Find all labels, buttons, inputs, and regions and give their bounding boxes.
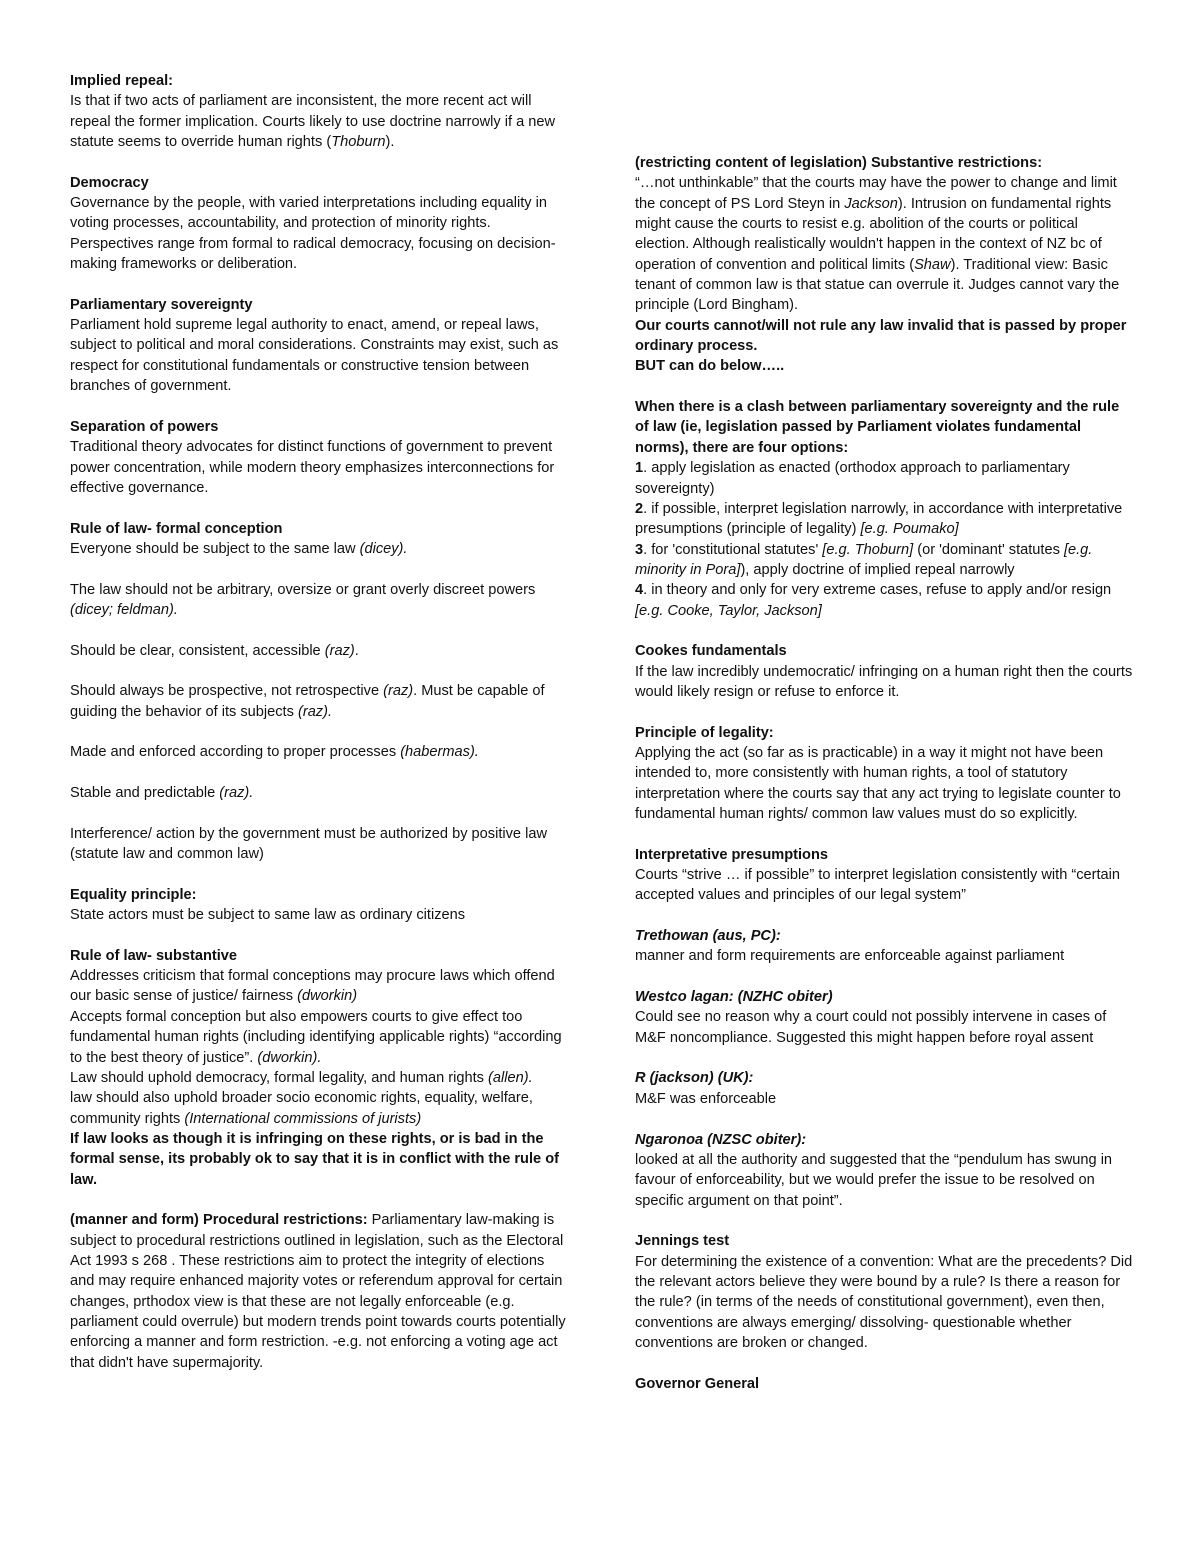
text-run: [e.g. Cooke, Taylor, Jackson] — [635, 602, 822, 619]
note-paragraph — [635, 397, 1135, 458]
section-heading: Principle of legality: — [635, 724, 774, 741]
section-heading: Cookes fundamentals — [635, 643, 787, 660]
note-paragraph — [635, 540, 1135, 581]
note-paragraph — [635, 458, 1135, 499]
text-run: Accepts formal conception but also empowers courts to give effect too fundamental human rights (including identifying applicable rights) “according to the best theory of justice”. — [70, 1008, 562, 1066]
note-paragraph — [635, 743, 1135, 824]
text-run: M&F was enforceable — [635, 1090, 777, 1107]
note-paragraph — [635, 1252, 1135, 1354]
right-column — [635, 153, 1135, 1394]
text-run: . — [354, 642, 359, 659]
text-run: 2 — [635, 500, 644, 517]
note-section — [70, 783, 570, 803]
section-heading: Ngaronoa (NZSC obiter): — [635, 1131, 807, 1148]
text-run: If the law incredibly undemocratic/ infringing on a human right then the courts would likely resign or refuse to enforce it. — [635, 663, 1133, 700]
text-run: Our courts cannot/will not rule any law invalid that is passed by proper ordinary process. — [635, 317, 1127, 355]
note-section — [70, 742, 570, 762]
text-run: Is that if two acts of parliament are inconsistent, the more recent act will repeal the former implication. Courts likely to use doctrine narrowly if a new statute seems to override human rights ( — [70, 93, 556, 151]
text-run: ). Intrusion on fundamental rights might cause the courts to resist e.g. abolition of the courts or political election. Although realistically wouldn't happen in the context of NZ bc of operation of convention and political limits ( — [635, 195, 1112, 273]
section-heading: R (jackson) (UK): — [635, 1070, 754, 1087]
text-run: (dicey). — [359, 540, 408, 557]
note-paragraph — [70, 1088, 570, 1129]
text-run: [e.g. Thoburn] — [822, 541, 914, 558]
note-section-governor-general — [635, 1374, 1135, 1394]
note-section-implied-repeal — [70, 71, 570, 152]
text-run: . for 'constitutional statutes' — [643, 541, 823, 558]
section-heading: Trethowan (aus, PC): — [635, 928, 781, 945]
text-run: Traditional theory advocates for distinct functions of government to prevent power concentration, while modern theory emphasizes interconnections for effective governance. — [70, 439, 555, 496]
text-run: Law should uphold democracy, formal legality, and human rights — [70, 1069, 489, 1086]
text-run: Parliament hold supreme legal authority to enact, amend, or repeal laws, subject to political and moral considerations. Constraints may exist, such as respect for constitutional fundamentals or constructive tension between branches of government. — [70, 317, 559, 395]
note-paragraph — [635, 499, 1135, 540]
note-section — [70, 641, 570, 661]
note-section — [70, 681, 570, 722]
note-paragraph — [70, 641, 570, 661]
note-paragraph — [70, 193, 570, 274]
note-paragraph — [635, 865, 1135, 906]
note-section — [70, 1210, 570, 1373]
note-paragraph — [70, 1068, 570, 1088]
text-run: . if possible, interpret legislation narrowly, in accordance with interpretative presumptions (principle of legality) — [635, 500, 1123, 538]
note-paragraph — [70, 1210, 570, 1373]
note-paragraph — [635, 316, 1135, 357]
note-section — [70, 824, 570, 865]
note-paragraph — [70, 681, 570, 722]
text-run: When there is a clash between parliamentary sovereignty and the rule of law (ie, legislation passed by Parliament violates fundamental norms), there are four options: — [635, 399, 1120, 456]
text-run: If law looks as though it is infringing on these rights, or is bad in the formal sense, its probably ok to say that it is in conflict with the rule of law. — [70, 1130, 559, 1188]
text-run: BUT can do below….. — [635, 358, 785, 375]
note-section-parliamentary-sovereignty — [70, 295, 570, 397]
note-section-democracy — [70, 173, 570, 275]
section-heading: Jennings test — [635, 1233, 730, 1250]
text-run: Should be clear, consistent, accessible — [70, 642, 325, 659]
note-section-ngaronoa-nzsc-obiter — [635, 1130, 1135, 1211]
text-run: manner and form requirements are enforceable against parliament — [635, 948, 1065, 965]
text-run: Applying the act (so far as is practicable) in a way it might not have been intended to, more consistently with human rights, a tool of statutory interpretation where the courts say that any act trying to legislate counter to fundamental human rights/ common law values must do so explicitly. — [635, 744, 1121, 822]
text-run: ). Traditional view: Basic tenant of common law is that statue can overrule it. Judges cannot vary the principle (Lord Bingham). — [635, 256, 1120, 314]
text-run: State actors must be subject to same law as ordinary citizens — [70, 907, 466, 924]
note-paragraph — [70, 437, 570, 498]
text-run: (or 'dominant' statutes — [913, 541, 1064, 558]
note-paragraph — [70, 783, 570, 803]
note-paragraph — [70, 580, 570, 621]
text-run: (dicey; feldman). — [70, 601, 178, 618]
text-run: Stable and predictable — [70, 785, 220, 802]
note-paragraph — [635, 662, 1135, 703]
note-paragraph — [70, 966, 570, 1007]
note-section-westco-lagan-nzhc-obiter — [635, 987, 1135, 1048]
note-paragraph — [635, 1089, 1135, 1109]
text-run: . apply legislation as enacted (orthodox approach to parliamentary sovereignty) — [635, 460, 1070, 497]
text-run: Jackson — [844, 195, 898, 212]
note-paragraph — [70, 824, 570, 865]
section-heading: Interpretative presumptions — [635, 846, 829, 863]
note-section-separation-of-powers — [70, 417, 570, 498]
note-section-principle-of-legality — [635, 723, 1135, 825]
section-heading: Separation of powers — [70, 418, 219, 435]
text-run: Everyone should be subject to the same law — [70, 540, 360, 557]
text-run: (habermas). — [400, 744, 479, 761]
text-run: Should always be prospective, not retrospective — [70, 683, 384, 700]
section-heading: Implied repeal: — [70, 73, 173, 89]
note-paragraph — [70, 742, 570, 762]
text-run: Made and enforced according to proper processes — [70, 744, 401, 761]
text-run: ). — [385, 134, 395, 151]
text-run: (manner and form) Procedural restrictions: — [70, 1212, 368, 1229]
note-paragraph — [70, 1007, 570, 1068]
text-run: ), apply doctrine of implied repeal narrowly — [740, 561, 1015, 578]
note-section-rule-of-law-formal-conception — [70, 519, 570, 560]
left-column — [70, 71, 570, 1373]
text-run: Interference/ action by the government must be authorized by positive law (statute law and common law) — [70, 825, 547, 863]
text-run: [e.g. Poumako] — [860, 521, 959, 538]
note-paragraph — [70, 905, 570, 925]
text-run: 1 — [635, 460, 644, 477]
text-run: Parliamentary law-making is subject to procedural restrictions outlined in legislation, such as the Electoral Act 1993 s 268 . These restrictions aim to protect the integrity of elections and may require enhanced majority votes or referendum approval for certain changes, prthodox view is that these are not legally enforceable (e.g. parliament could overrule) but modern trends point towards courts potentially enforcing a manner and form restriction. -e.g. not enforcing a voting age act that didn't have supermajority. — [70, 1212, 566, 1371]
text-run: Thoburn — [331, 134, 386, 151]
text-run: For determining the existence of a convention: What are the precedents? Did the relevant actors believe they were bound by a rule? Is there a reason for the rule? (in terms of the needs of constitutional government), even then, conventions are always emerging/ dissolving- questionable whether conventions are broken or changed. — [635, 1253, 1133, 1351]
text-run: (raz). — [219, 785, 254, 802]
section-heading: Rule of law- substantive — [70, 947, 238, 964]
note-paragraph — [635, 173, 1135, 315]
text-run: (raz) — [324, 642, 355, 659]
section-heading: (restricting content of legislation) Substantive restrictions: — [635, 155, 1043, 171]
text-run: “…not unthinkable” that the courts may have the power to change and limit the concept of PS Lord Steyn in — [635, 175, 1117, 212]
note-section-jennings-test — [635, 1231, 1135, 1353]
section-heading: Equality principle: — [70, 886, 197, 903]
note-paragraph — [635, 946, 1135, 966]
section-heading: Governor General — [635, 1375, 760, 1392]
note-paragraph — [635, 580, 1135, 621]
text-run: [e.g. minority in Pora] — [635, 541, 1093, 578]
text-run: Addresses criticism that formal conceptions may procure laws which offend our basic sense of justice/ fairness — [70, 968, 555, 1005]
note-section — [635, 397, 1135, 621]
text-run: Courts “strive … if possible” to interpret legislation consistently with “certain accepted values and principles of our legal system” — [635, 867, 1121, 904]
text-run: (dworkin) — [297, 988, 358, 1005]
section-heading: Rule of law- formal conception — [70, 520, 283, 537]
text-run: (raz) — [383, 683, 414, 700]
note-paragraph — [635, 1150, 1135, 1211]
text-run: Could see no reason why a court could not possibly intervene in cases of M&F noncompliance. Suggested this might happen before royal assent — [635, 1009, 1107, 1046]
section-heading: Parliamentary sovereignty — [70, 296, 253, 313]
section-heading: Democracy — [70, 174, 149, 191]
note-paragraph — [70, 91, 570, 152]
text-run: . Must be capable of guiding the behavior of its subjects — [70, 683, 545, 720]
note-section-restricting-content-of-legislation-subst — [635, 153, 1135, 377]
text-run: . in theory and only for very extreme cases, refuse to apply and/or resign — [643, 582, 1112, 599]
note-paragraph — [635, 356, 1135, 376]
text-run: The law should not be arbitrary, oversize or grant overly discreet powers — [70, 581, 536, 598]
note-section-trethowan-aus-pc — [635, 926, 1135, 967]
note-paragraph — [70, 1129, 570, 1190]
section-heading: Westco lagan: (NZHC obiter) — [635, 989, 833, 1006]
note-paragraph — [635, 1007, 1135, 1048]
note-section-interpretative-presumptions — [635, 845, 1135, 906]
text-run: (allen). — [488, 1069, 533, 1086]
text-run: (International commissions of jurists) — [184, 1110, 422, 1127]
text-run: looked at all the authority and suggested that the “pendulum has swung in favour of enforceability, but we would prefer the issue to be resolved on specific argument on that point”. — [635, 1151, 1113, 1209]
text-run: 4 — [635, 582, 644, 599]
note-paragraph — [70, 539, 570, 559]
note-section-cookes-fundamentals — [635, 641, 1135, 702]
text-run: law should also uphold broader socio economic rights, equality, welfare, community rights — [70, 1090, 533, 1127]
note-section-equality-principle — [70, 885, 570, 926]
text-run: (dworkin). — [257, 1049, 322, 1066]
text-run: 3 — [635, 541, 644, 558]
note-paragraph — [70, 315, 570, 396]
text-run: (raz). — [297, 703, 333, 720]
note-section-r-jackson-uk — [635, 1068, 1135, 1109]
note-section-rule-of-law-substantive — [70, 946, 570, 1190]
text-run: Governance by the people, with varied interpretations including equality in voting processes, accountability, and protection of minority rights. Perspectives range from formal to radical democracy, focusing on decision-making frameworks or deliberation. — [70, 195, 556, 273]
note-section — [70, 580, 570, 621]
text-run: Shaw — [914, 256, 951, 273]
